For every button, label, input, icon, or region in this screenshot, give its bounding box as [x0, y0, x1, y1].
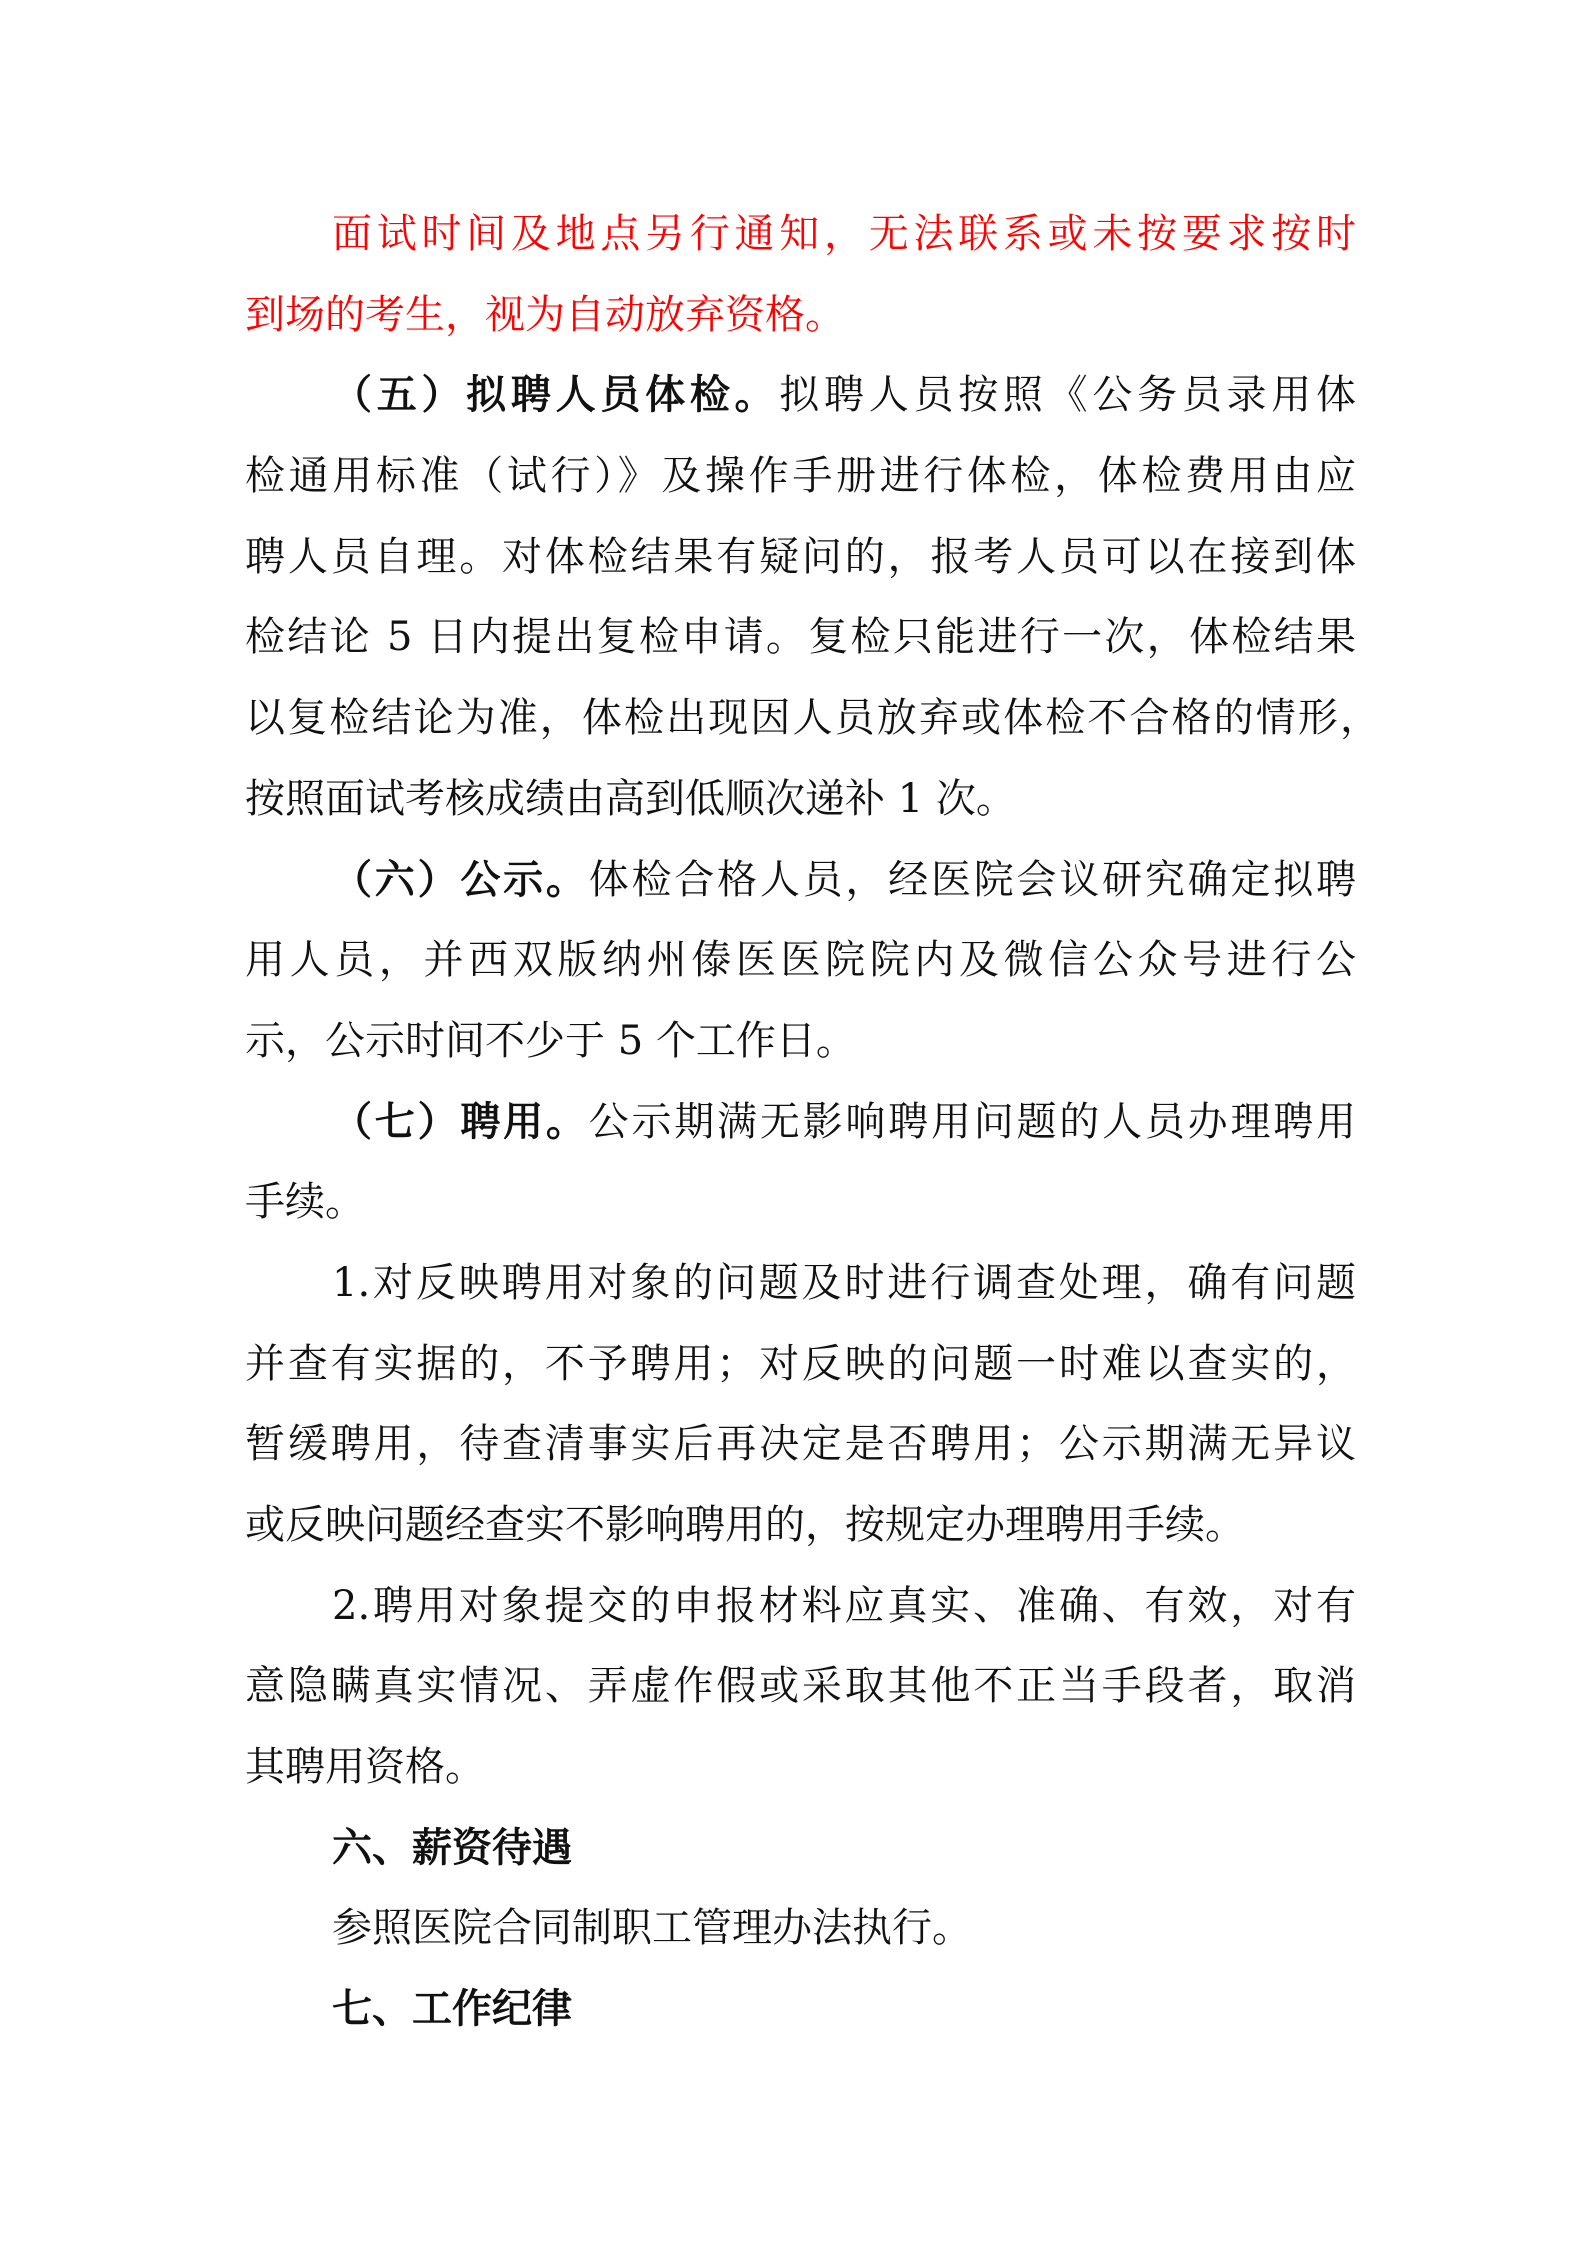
subsection-title: （五）拟聘人员体检。 — [332, 372, 780, 419]
line-text: 检结论 5 日内提出复检申请。复检只能进行一次，体检结果 — [245, 614, 1356, 661]
line-text: 七、工作纪律 — [332, 1986, 572, 2033]
line-text: 手续。 — [245, 1179, 365, 1226]
text-line — [245, 1727, 1356, 1808]
line-text: 2.聘用对象提交的申报材料应真实、准确、有效，对有 — [332, 1582, 1356, 1629]
line-text: 或反映问题经查实不影响聘用的，按规定办理聘用手续。 — [245, 1502, 1245, 1548]
line-text: 到场的考生，视为自动放弃资格。 — [245, 291, 845, 338]
text-line — [245, 1485, 1356, 1566]
line-text: 1.对反映聘用对象的问题及时进行调查处理，确有问题 — [332, 1259, 1356, 1306]
text-line — [245, 1646, 1356, 1727]
line-text: 拟聘人员按照《公务员录用体 — [779, 372, 1357, 419]
section-heading — [245, 1808, 1356, 1889]
text-line — [245, 517, 1356, 598]
text-line — [245, 1162, 1356, 1243]
text-line — [245, 355, 1356, 436]
line-text: 参照医院合同制职工管理办法执行。 — [332, 1905, 972, 1952]
text-line — [245, 920, 1356, 1001]
text-line — [245, 759, 1356, 840]
text-line — [245, 678, 1380, 759]
line-text: 公示期满无影响聘用问题的人员办理聘用 — [588, 1098, 1357, 1145]
line-text: 并查有实据的，不予聘用；对反映的问题一时难以查实的， — [245, 1340, 1356, 1387]
line-text: 以复检结论为准，体检出现因人员放弃或体检不合格的情形， — [245, 695, 1380, 742]
text-line — [245, 1324, 1356, 1405]
subsection-title: （七）聘用。 — [332, 1098, 589, 1145]
text-line — [245, 1082, 1356, 1163]
line-text: 六、薪资待遇 — [332, 1824, 572, 1871]
line-text: 按照面试考核成绩由高到低顺次递补 1 次。 — [245, 775, 1016, 822]
line-text: 其聘用资格。 — [245, 1744, 485, 1791]
line-text: 面试时间及地点另行通知，无法联系或未按要求按时 — [332, 211, 1356, 257]
text-line — [245, 1566, 1356, 1647]
line-text: 意隐瞒真实情况、弄虚作假或采取其他不正当手段者，取消 — [245, 1663, 1356, 1710]
text-line — [245, 1404, 1356, 1485]
line-text: 暂缓聘用，待查清事实后再决定是否聘用；公示期满无异议 — [245, 1421, 1356, 1468]
text-line — [245, 840, 1356, 921]
line-text: 体检合格人员，经医院会议研究确定拟聘 — [588, 856, 1357, 903]
text-line — [245, 1243, 1356, 1324]
subsection-title: （六）公示。 — [332, 856, 589, 903]
line-text: 检通用标准（试行）》及操作手册进行体检，体检费用由应 — [245, 453, 1356, 500]
text-line — [245, 1001, 1356, 1082]
line-text: 用人员，并西双版纳州傣医医院院内及微信公众号进行公 — [245, 937, 1356, 984]
text-line — [245, 597, 1356, 678]
text-line — [245, 1888, 1356, 1969]
text-line — [245, 194, 1356, 275]
document-page-body — [245, 194, 1380, 2050]
text-line — [245, 275, 1356, 356]
text-line — [245, 436, 1356, 517]
line-text: 聘人员自理。对体检结果有疑问的，报考人员可以在接到体 — [245, 533, 1356, 580]
section-heading — [245, 1969, 1356, 2050]
line-text: 示，公示时间不少于 5 个工作日。 — [245, 1017, 856, 1064]
